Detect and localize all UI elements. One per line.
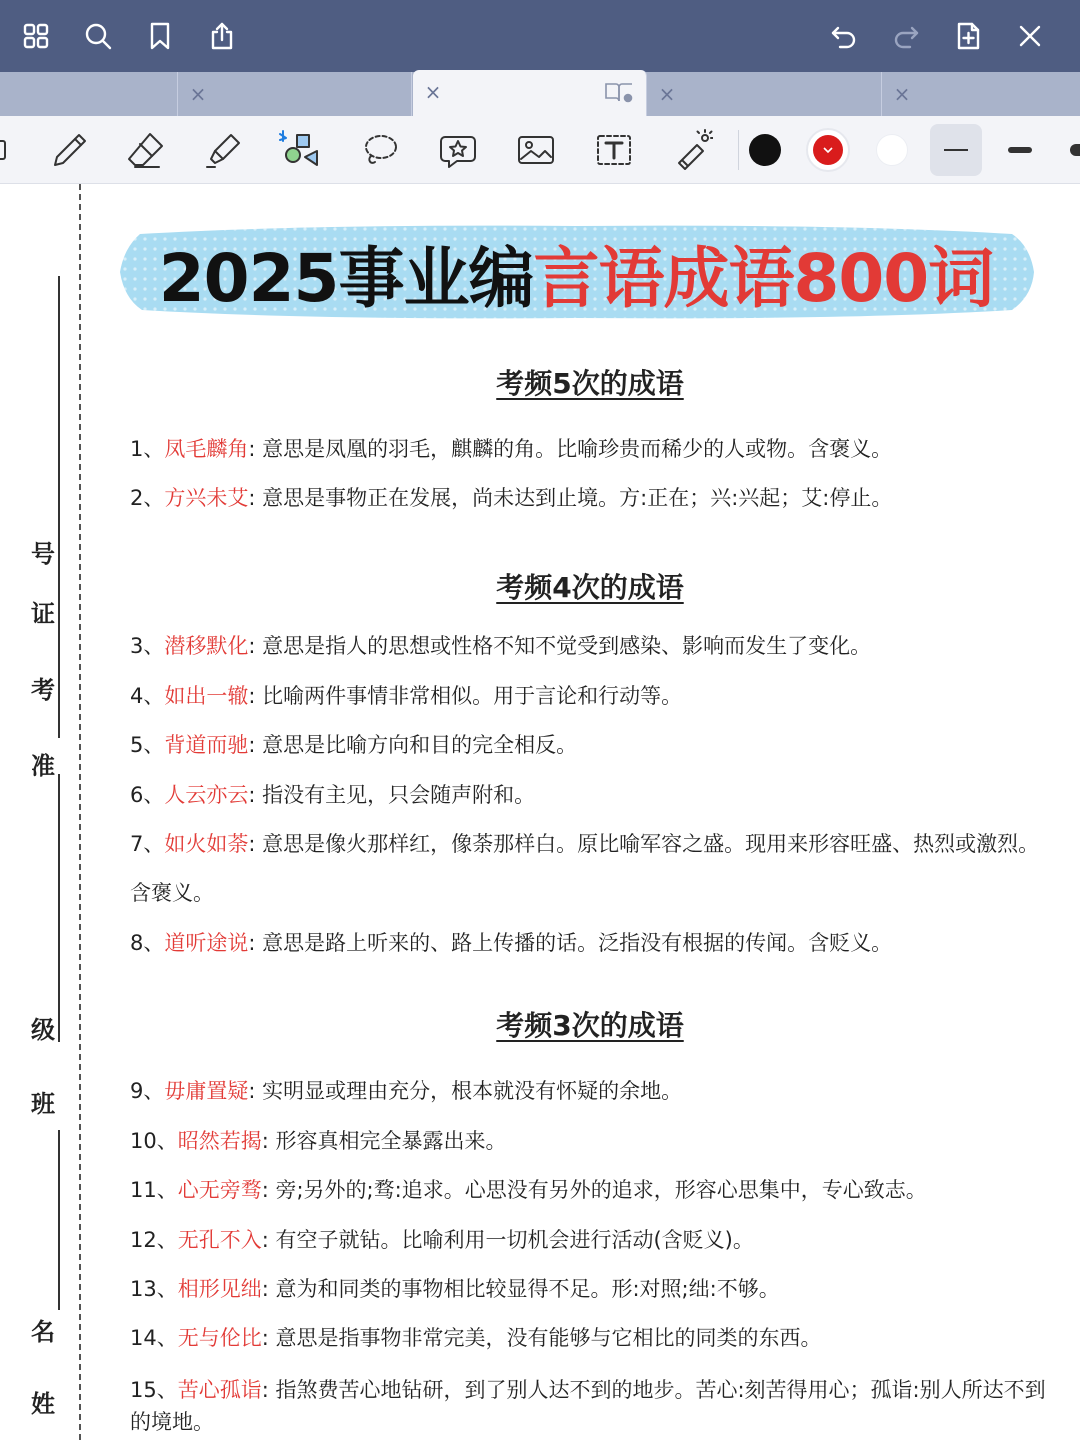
list-item: [130, 919, 1055, 968]
tab-close-icon[interactable]: ×: [658, 82, 676, 106]
idiom: 凤毛麟角: [164, 437, 249, 461]
side-label-char: 名: [31, 1317, 55, 1346]
item-number: 3、: [130, 634, 165, 658]
thickness-medium-button[interactable]: [996, 124, 1048, 176]
idiom-definition: : 意思是凤凰的羽毛，麒麟的角。比喻珍贵而稀少的人或物。含褒义。: [248, 437, 893, 461]
list-item: [130, 672, 1055, 721]
side-label-char: 号: [31, 539, 55, 568]
idiom-definition: : 形容真相完全暴露出来。: [261, 1129, 507, 1153]
idiom: 无与伦比: [177, 1326, 262, 1350]
exam-id-line: [58, 276, 60, 738]
idiom-definition: : 指没有主见，只会随声附和。: [248, 783, 536, 807]
side-label-char: 级: [31, 1015, 55, 1044]
tab-1[interactable]: [0, 72, 178, 116]
thickness-thick-button[interactable]: [1060, 124, 1080, 176]
list-item: [130, 1166, 1055, 1215]
section-title: 考频4次的成语: [496, 571, 684, 604]
add-page-icon[interactable]: [946, 14, 990, 58]
highlighter-icon[interactable]: [198, 126, 250, 174]
idiom-definition: : 旁;另外的;骛:追求。心思没有另外的追求，形容心思集中，专心致志。: [261, 1178, 927, 1202]
list-item: [130, 721, 1055, 770]
item-number: 13、: [130, 1277, 178, 1301]
item-number: 15、: [130, 1378, 178, 1402]
image-icon[interactable]: [510, 126, 562, 174]
side-label-char: 姓: [31, 1389, 55, 1418]
item-number: 4、: [130, 684, 165, 708]
bookmark-icon[interactable]: [138, 14, 182, 58]
tab-strip: [0, 72, 1080, 116]
banner-title-part1: 2025事业编: [158, 239, 534, 317]
idiom: 潜移默化: [164, 634, 249, 658]
item-number: 7、: [130, 832, 165, 856]
banner-title-part2: 言语成语800词: [533, 239, 994, 317]
eraser-icon[interactable]: [120, 126, 172, 174]
item-number: 10、: [130, 1129, 178, 1153]
tab-close-icon[interactable]: ×: [189, 82, 207, 106]
item-number: 8、: [130, 931, 165, 955]
redo-icon[interactable]: [884, 14, 928, 58]
panel-handle[interactable]: [0, 140, 6, 160]
item-number: 5、: [130, 733, 165, 757]
lasso-icon[interactable]: [354, 126, 406, 174]
name-line: [58, 1130, 60, 1310]
list-item: [130, 1265, 1055, 1314]
item-number: 6、: [130, 783, 165, 807]
idiom-definition: : 意思是指人的思想或性格不知不觉受到感染、影响而发生了变化。: [248, 634, 872, 658]
share-icon[interactable]: [200, 14, 244, 58]
chevron-down-icon: [822, 146, 834, 154]
shapes-icon[interactable]: [274, 126, 326, 174]
text-box-icon[interactable]: [588, 126, 640, 174]
toolbar-divider: [738, 130, 739, 170]
idiom-definition: : 实明显或理由充分，根本就没有怀疑的余地。: [248, 1079, 683, 1103]
idiom-definition: : 指煞费苦心地钻研，到了别人达不到的地步。苦心:刻苦得用心；孤诣:别人所达不到的境地。: [130, 1378, 1046, 1434]
top-nav-bar: [0, 0, 1080, 72]
pen-icon[interactable]: [44, 126, 96, 174]
item-number: 1、: [130, 437, 165, 461]
idiom: 毋庸置疑: [164, 1079, 249, 1103]
section-title: 考频5次的成语: [496, 367, 684, 400]
close-icon[interactable]: [1008, 14, 1052, 58]
selected-color-indicator: [813, 135, 843, 165]
section-title: 考频3次的成语: [496, 1009, 684, 1042]
idiom-definition: : 意为和同类的事物相比较显得不足。形:对照;绌:不够。: [261, 1277, 780, 1301]
idiom-definition: : 意思是事物正在发展，尚未达到止境。方:正在；兴:兴起；艾:停止。: [248, 486, 893, 510]
class-line: [58, 774, 60, 1042]
idiom-definition: : 意思是路上听来的、路上传播的话。泛指没有根据的传闻。含贬义。: [248, 931, 893, 955]
color-white-swatch[interactable]: [876, 134, 908, 166]
list-item: [130, 425, 1055, 474]
item-number: 9、: [130, 1079, 165, 1103]
undo-icon[interactable]: [822, 14, 866, 58]
idiom: 方兴未艾: [164, 486, 249, 510]
drawing-toolbar: [0, 116, 1080, 184]
idiom: 心无旁骛: [177, 1178, 262, 1202]
item-number: 11、: [130, 1178, 178, 1202]
idiom: 背道而驰: [164, 733, 249, 757]
tab-close-icon[interactable]: ×: [424, 80, 442, 104]
idiom: 道听途说: [164, 931, 249, 955]
item-number: 12、: [130, 1228, 178, 1252]
tab-5[interactable]: [882, 72, 1080, 116]
idiom: 苦心孤诣: [177, 1378, 262, 1402]
idiom: 相形见绌: [177, 1277, 262, 1301]
list-item: [130, 771, 1055, 820]
side-label-char: 班: [31, 1089, 55, 1118]
list-item: [130, 1067, 1055, 1116]
color-black-swatch[interactable]: [749, 134, 781, 166]
list-item: [130, 622, 1055, 671]
color-red-swatch[interactable]: [806, 128, 850, 172]
tab-active[interactable]: [413, 70, 647, 116]
list-item: [130, 1117, 1055, 1166]
grid-icon[interactable]: [14, 14, 58, 58]
side-label-char: 证: [31, 599, 55, 628]
idiom-definition: : 意思是比喻方向和目的完全相反。: [248, 733, 578, 757]
list-item: [130, 820, 1055, 918]
tab-close-icon[interactable]: ×: [893, 82, 911, 106]
title-banner: [110, 224, 1042, 320]
idiom: 如出一辙: [164, 684, 249, 708]
idiom-definition: : 意思是指事物非常完美，没有能够与它相比的同类的东西。: [261, 1326, 822, 1350]
thickness-thin-button[interactable]: [930, 124, 982, 176]
item-number: 2、: [130, 486, 165, 510]
idiom-definition: : 比喻两件事情非常相似。用于言论和行动等。: [248, 684, 683, 708]
read-mode-icon[interactable]: [604, 80, 634, 104]
list-item: [130, 474, 1055, 523]
item-number: 14、: [130, 1326, 178, 1350]
side-label-char: 考: [31, 675, 55, 704]
search-icon[interactable]: [76, 14, 120, 58]
list-item: [130, 1314, 1055, 1363]
idiom-definition: : 有空子就钻。比喻利用一切机会进行活动(含贬义)。: [261, 1228, 754, 1252]
idiom: 无孔不入: [177, 1228, 262, 1252]
idiom: 如火如荼: [164, 832, 249, 856]
side-label-char: 准: [31, 751, 55, 780]
idiom: 人云亦云: [164, 783, 249, 807]
tab-4[interactable]: [647, 72, 882, 116]
banner-title: [110, 224, 1042, 320]
sticker-icon[interactable]: [432, 126, 484, 174]
list-item: [130, 1216, 1055, 1265]
laser-pointer-icon[interactable]: [666, 126, 718, 174]
idiom-definition: : 意思是像火那样红，像荼那样白。原比喻军容之盛。现用来形容旺盛、热烈或激烈。含褒义。: [130, 832, 1040, 905]
list-item: [130, 1374, 1055, 1438]
document-page: [0, 184, 1080, 1440]
tab-2[interactable]: [178, 72, 412, 116]
idiom: 昭然若揭: [177, 1129, 262, 1153]
